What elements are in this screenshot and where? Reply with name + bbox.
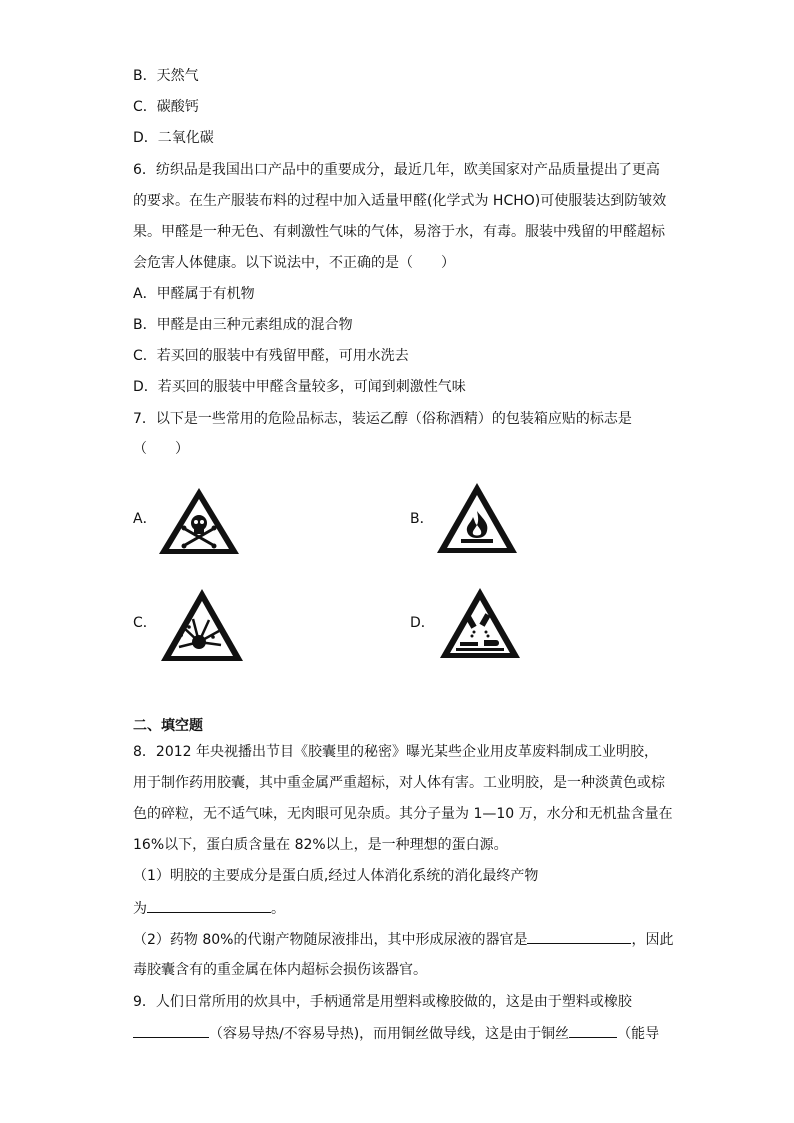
flammable-flame-icon	[435, 481, 519, 555]
q9-line2-suffix: （能导	[617, 1026, 660, 1042]
q7-label-d: D．	[410, 615, 435, 631]
q5-option-c: C．碳酸钙	[133, 99, 199, 115]
q7-stem-line1: 7．以下是一些常用的危险品标志，装运乙醇（俗称酒精）的包装箱应贴的标志是	[133, 411, 632, 427]
q8-sub2-suffix: ，因此	[631, 932, 674, 948]
q7-label-b: B．	[410, 511, 434, 527]
q7-stem-line2: （ ）	[133, 441, 189, 457]
q8-sub2-answer-blank[interactable]	[527, 929, 631, 944]
q6-option-d: D．若买回的服装中甲醛含量较多，可闻到刺激性气味	[133, 379, 466, 395]
q5-option-d: D．二氧化碳	[133, 130, 214, 146]
q8-sub1-prefix: 为	[133, 901, 147, 917]
q8-stem-line2: 用于制作药用胶囊，其中重金属严重超标，对人体有害。工业明胶，是一种淡黄色或棕	[133, 775, 665, 791]
q6-stem-line2: 的要求。在生产服装布料的过程中加入适量甲醛(化学式为 HCHO)可使服装达到防皱效	[133, 193, 667, 209]
q6-option-a: A．甲醛属于有机物	[133, 286, 255, 302]
q8-sub1-suffix: 。	[271, 901, 285, 917]
q6-stem-line1: 6．纺织品是我国出口产品中的重要成分，最近几年，欧美国家对产品质量提出了更高	[133, 162, 660, 178]
q8-stem-line4: 16%以下，蛋白质含量在 82%以上，是一种理想的蛋白源。	[133, 837, 508, 853]
q6-option-c: C．若买回的服装中有残留甲醛，可用水洗去	[133, 348, 409, 364]
q6-stem-line3: 果。甲醛是一种无色、有刺激性气味的气体，易溶于水，有毒。服装中残留的甲醛超标	[133, 224, 665, 240]
q8-sub2-line1	[133, 929, 673, 950]
q8-sub2-line2: 毒胶囊含有的重金属在体内超标会损伤该器官。	[133, 962, 427, 978]
q7-label-a: A．	[133, 511, 157, 527]
q8-sub1-line1: （1）明胶的主要成分是蛋白质,经过人体消化系统的消化最终产物	[133, 868, 539, 884]
q8-stem-line3: 色的碎粒，无不适气味，无肉眼可见杂质。其分子量为 1—10 万，水分和无机盐含量在	[133, 806, 673, 822]
section-title-fill-in: 二、填空题	[133, 718, 203, 734]
q6-stem-line4: 会危害人体健康。以下说法中，不正确的是（ ）	[133, 255, 455, 271]
q9-answer-blank-1[interactable]	[133, 1023, 209, 1038]
explosive-icon	[159, 587, 245, 663]
corrosive-icon	[438, 586, 522, 660]
q9-stem-line2	[133, 1023, 659, 1044]
q9-answer-blank-2[interactable]	[569, 1023, 617, 1038]
toxic-skull-icon	[157, 486, 241, 556]
q8-stem-line1: 8．2012 年央视播出节目《胶囊里的秘密》曝光某些企业用皮革废料制成工业明胶，	[133, 744, 658, 760]
q9-line2-middle: （容易导热/不容易导热)，而用铜丝做导线，这是由于铜丝	[209, 1026, 570, 1042]
q6-option-b: B．甲醛是由三种元素组成的混合物	[133, 317, 353, 333]
q8-sub2-prefix: （2）药物 80%的代谢产物随尿液排出，其中形成尿液的器官是	[133, 932, 528, 948]
q9-stem-line1: 9．人们日常所用的炊具中，手柄通常是用塑料或橡胶做的，这是由于塑料或橡胶	[133, 994, 632, 1010]
q8-sub1-answer-blank[interactable]	[147, 898, 271, 913]
q7-label-c: C．	[133, 615, 157, 631]
q8-sub1-line2	[133, 898, 285, 919]
q5-option-b: B．天然气	[133, 68, 199, 84]
